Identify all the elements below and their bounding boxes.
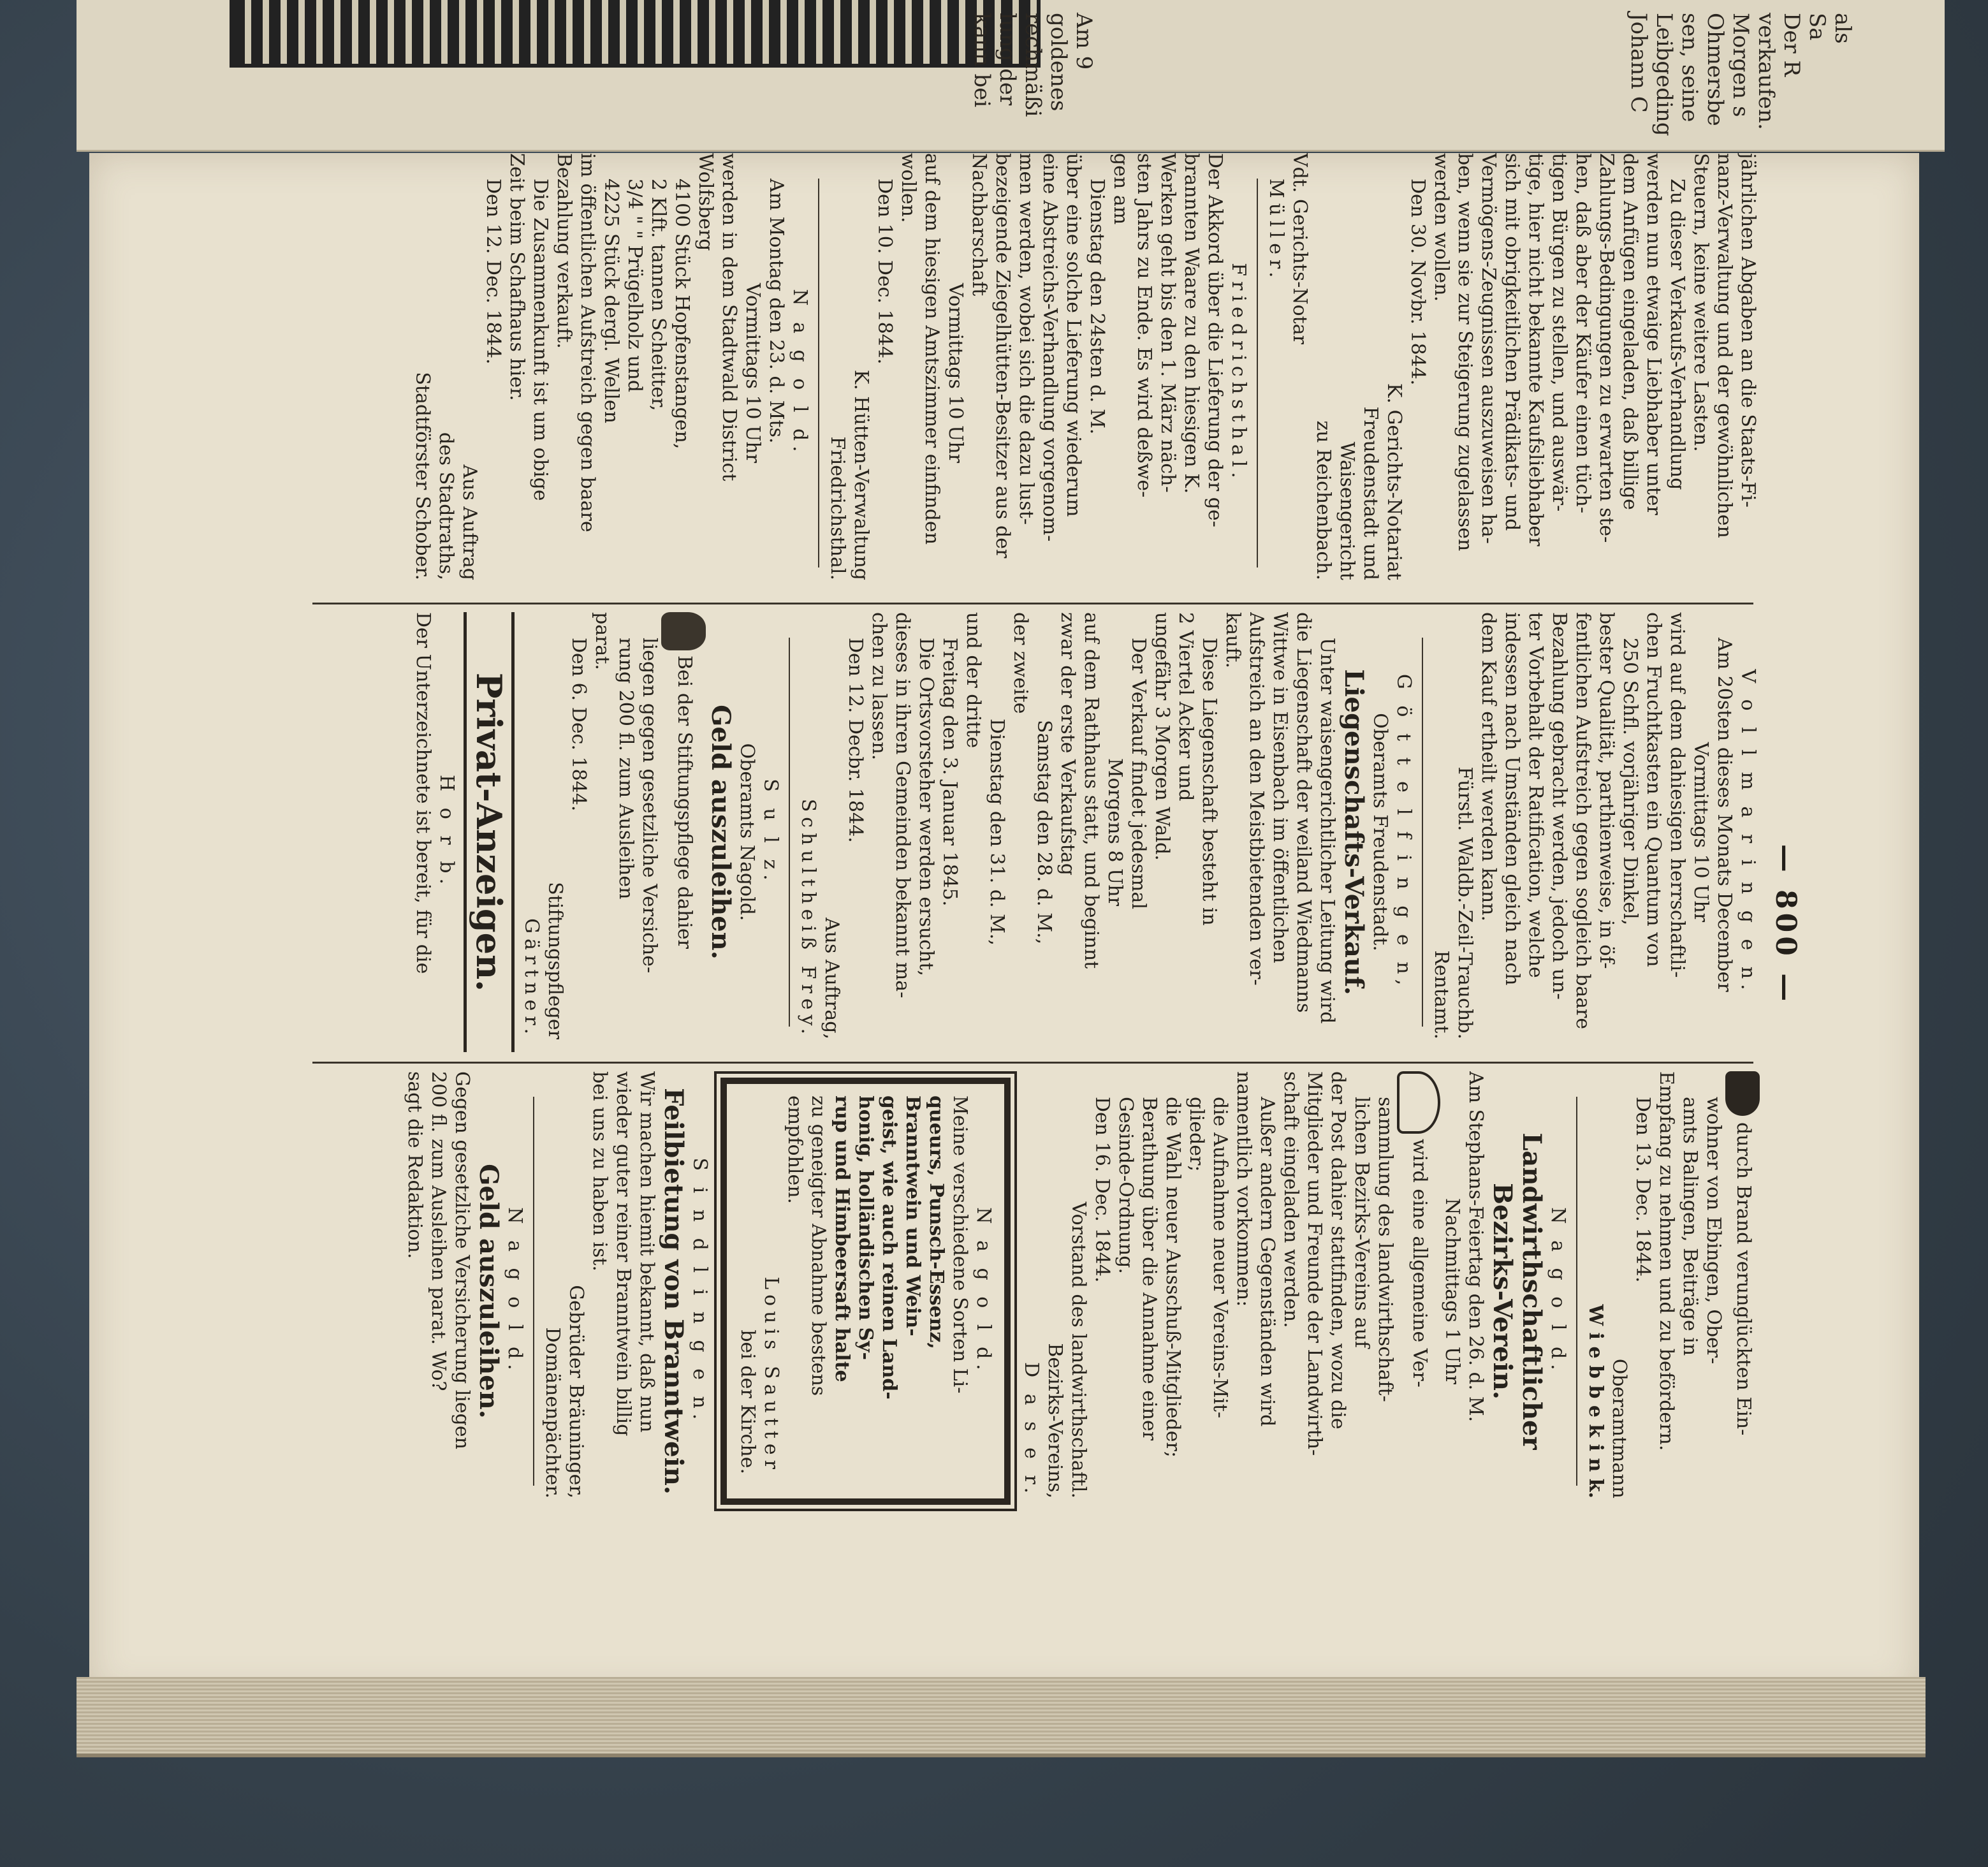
rotated-page-content	[281, 153, 1811, 1696]
signature-line: Louis Sautter	[760, 1277, 782, 1474]
section-heading: Privat-Anzeigen.	[464, 612, 515, 1052]
place-heading: G ö t t e l f i n g e n,	[1392, 673, 1415, 991]
money-pot-icon	[661, 612, 706, 650]
place-heading: S u l z.	[759, 779, 782, 886]
signature-line: Vdt. Gerichts-Notar	[1289, 153, 1311, 344]
prev-page-fragment-1: Am 9	[1071, 13, 1097, 70]
divider	[789, 638, 790, 1027]
prev-page-fragment-12: Der R	[1779, 13, 1804, 77]
column-divider	[312, 1062, 1753, 1064]
notice-date: Den 10. Dec. 1844.	[873, 179, 896, 365]
signature-line: Stadtförster Schober.	[411, 372, 434, 580]
signature-line: Aus Auftrag	[458, 464, 481, 580]
column-divider	[312, 603, 1753, 604]
signature-line: Gärtner.	[520, 918, 543, 1039]
place-subheading: Oberamts Freudenstadt.	[1369, 713, 1391, 951]
signature-line: zu Reichenbach.	[1312, 420, 1334, 580]
signature-line: Schultheiß Frey.	[797, 798, 819, 1039]
signature-line: bei der Kirche.	[736, 1329, 759, 1474]
prev-page-fragment-14: als	[1830, 13, 1855, 44]
signature-line: W i e b b e k i n k.	[1584, 1304, 1607, 1498]
prev-page-fragment-8: sen, seine	[1677, 13, 1702, 122]
notice-title: Landwirthschaftlicher Bezirks-Verein.	[1487, 1132, 1547, 1450]
framed-advertisement: N a g o l d. Meine verschiedene Sorten Li- queurs, Punsch-Essenz, Branntwein und Wein- geist, wie auch reinen Land- honig, holländischen Sy- rup und Himbeersaft halte zu geneigter Abnahme bestens empfohlen. Louis Sautter bei der Kirche.	[720, 1078, 1011, 1505]
prev-page-fragment-11: verkaufen.	[1753, 13, 1779, 130]
divider	[533, 1097, 534, 1486]
previous-page-strip	[77, 0, 1945, 152]
notice-title: Liegenschafts-Verkauf.	[1339, 669, 1369, 995]
notice-date: Den 13. Dec. 1844.	[1632, 1097, 1654, 1283]
place-heading: N a g o l d.	[789, 289, 811, 457]
signature-line: K. Gerichts-Notariat	[1383, 383, 1405, 580]
signature-line: Domänenpächter.	[541, 1327, 564, 1498]
signature-line: D a s e r.	[1020, 1362, 1042, 1498]
column-2: V o l l m a r i n g e n. Am 20sten dieses Monats December Vormittags 10 Uhr wird auf dem dahiesigen herrschaftli- chen Fruchtkasten ein Quantum von 250 Schfl. vorjähriger Dinkel, bester Qualität, parthienweise, in öf- fentlichen Aufstreich gegen sogleich baare Bezahlung gebracht werden, jedoch un- ter Vorbehalt der Ratification, welche indessen nach Umständen gleich nach dem Kauf ertheilt werden kann. Fürstl. Waldb.-Zeil-Trauchb. Rentamt. G ö t t e l f i n g e n, Oberamts Freudenstadt. Liegenschafts-Verkauf. Unter waisengerichtlicher Leitung wird die Liegenschaft der weiland Wiedmanns Wittwe in Eisenbach im öffentlichen Aufstreich an den Meistbietenden ver- kauft. Diese Liegenschaft besteht in 2 Viertel Acker und ungefähr 3 Morgen Wald. Der Verkauf findet jedesmal Morgens 8 Uhr auf dem Rathhaus statt, und beginnt zwar der erste Verkaufstag Samstag den 28. d. M., der zweite Dienstag den 31. d. M., und der dritte Freitag den 3. Januar 1845. Die Ortsvorsteher werden ersucht, dieses in ihren Gemeinden bekannt ma- chen zu lassen. Den 12. Decbr. 1844. Aus Auftrag, Schultheiß Frey. S u l z. Oberamts Nagold. Geld auszuleihen. Bei der Stiftungspflege dahier liegen gegen gesetzliche Versiche- rung 200 fl. zum Ausleihen parat. Den 6. Dec. 1844. Stiftungspfleger Gärtner. Privat-Anzeigen. H o r b. Der Unterzeichnete ist bereit, für die	[293, 612, 1760, 1052]
pointing-hand-icon	[1725, 1071, 1760, 1116]
signature-line: Bezirks-Vereins,	[1044, 1343, 1066, 1498]
signature-line: Friedrichsthal.	[826, 436, 849, 580]
notice-date: Den 16. Dec. 1844.	[1091, 1097, 1113, 1283]
signature-line: Vorstand des landwirthschaftl.	[1067, 1201, 1090, 1498]
place-heading: N a g o l d.	[1547, 1207, 1569, 1375]
place-heading: N a g o l d.	[504, 1207, 526, 1375]
place-heading: N a g o l d.	[972, 1207, 995, 1375]
signature-line: Freudenstadt und	[1359, 406, 1382, 580]
place-subheading: Oberamts Nagold.	[736, 743, 758, 921]
signature-line: Rentamt.	[1430, 950, 1452, 1039]
signature-line: Oberamtmann	[1608, 1358, 1630, 1498]
signature-line: K. Hütten-Verwaltung	[850, 369, 872, 580]
prev-page-fragment-7: Leibgeding	[1651, 13, 1677, 136]
signature-line: Waisengericht	[1336, 441, 1358, 580]
signature-line: Aus Auftrag,	[821, 917, 843, 1039]
signature-name: Müller.	[1265, 179, 1287, 283]
divider	[1576, 1097, 1577, 1486]
notice-date: Den 30. Novbr. 1844.	[1407, 179, 1429, 386]
column-1: jährlichen Abgaben an die Staats-Fi- nanz-Verwaltung und der gewöhnlichen Steuern, keine weitere Lasten. Zu dieser Verkaufs-Verhandlung werden nun etwaige Liebhaber unter dem Anfügen eingeladen, daß billige Zahlungs-Bedingungen zu erwarten ste- hen, daß aber der Käufer einen tüch- tigen Bürgen zu stellen, und auswär- tige, hier nicht bekannte Kaufsliebhaber sich mit obrigkeitlichen Prädikats- und Vermögens-Zeugnissen auszuweisen ha- ben, wenn sie zur Steigerung zugelassen werden wollen. Den 30. Novbr. 1844. K. Gerichts-Notariat Freudenstadt und Waisengericht zu Reichenbach. Vdt. Gerichts-Notar Müller. Friedrichsthal. Der Akkord über die Lieferung der ge- brannten Waare zu den hiesigen K. Werken geht bis den 1. März näch- sten Jahrs zu Ende. Es wird deßwe- gen am Dienstag den 24sten d. M. über eine solche Lieferung wiederum eine Abstreichs-Verhandlung vorgenom- men werden, wobei sich die dazu lust- bezeigende Ziegelhütten-Besitzer aus der Nachbarschaft Vormittags 10 Uhr auf dem hiesigen Amtszimmer einfinden wollen. Den 10. Dec. 1844. K. Hütten-Verwaltung Friedrichsthal. N a g o l d. Am Montag den 23. d. Mts. Vormittags 10 Uhr werden in dem Stadtwald District Wolfsberg 4100 Stück Hopfenstangen, 2 Klft. tannen Scheitter, 3/4 " " Prügelholz und 4225 Stück dergl. Wellen im öffentlichen Aufstreich gegen baare Bezahlung verkauft. Die Zusammenkunft ist um obige Zeit beim Schafhaus hier. Den 12. Dec. 1844. Aus Auftrag des Stadtraths, Stadtförster Schober.	[293, 153, 1760, 593]
notice-intro: jährlichen Abgaben an die Staats-Fi- nanz-Verwaltung und der gewöhnlichen Steuern, keine weitere Lasten. Zu dieser Verkaufs-Verhandlung werden nun etwaige Liebhaber unter dem Anfügen eingeladen, daß billige Zahlungs-Bedingungen zu erwarten ste- hen, daß aber der Käufer einen tüch- tigen Bürgen zu stellen, und auswär- tige, hier nicht bekannte Kaufsliebhaber sich mit obrigkeitlichen Prädikats- und Vermögens-Zeugnissen auszuweisen ha- ben, wenn sie zur Steigerung zugelassen werden wollen.	[1430, 153, 1759, 552]
place-heading: V o l l m a r i n g e n.	[1737, 669, 1759, 995]
place-heading: H o r b.	[435, 775, 458, 890]
divider	[1257, 179, 1258, 567]
notice-date: Den 12. Decbr. 1844.	[844, 638, 866, 843]
notice-date: Den 12. Dec. 1844.	[482, 179, 504, 365]
divider	[818, 179, 819, 567]
page-number: — 800 —	[1769, 844, 1802, 1006]
notice-date: Den 6. Dec. 1844.	[567, 638, 590, 812]
divider	[1422, 638, 1423, 1027]
prev-page-fragment-6: Johann C	[1626, 13, 1651, 113]
prev-page-fragment-4: lung der	[995, 13, 1020, 106]
notice-title: Feilbietung von Branntwein.	[659, 1088, 689, 1495]
prev-page-fragment-10: Morgen s	[1728, 13, 1753, 117]
notice-title: Geld auszuleihen.	[706, 705, 736, 960]
prev-page-fragment-13: Sa	[1804, 13, 1830, 41]
prev-page-fragment-2: goldenes	[1046, 13, 1071, 112]
ornament-border	[230, 0, 1041, 68]
place-heading: S i n d l i n g e n.	[689, 1157, 711, 1425]
signature-line: Stiftungspfleger	[544, 882, 566, 1039]
signature-line: des Stadtraths,	[435, 432, 457, 580]
signature-line: Gebrüder Bräuninger,	[565, 1285, 587, 1498]
place-heading: Friedrichsthal.	[1227, 263, 1250, 483]
prev-page-fragment-5: kann bei	[969, 13, 995, 108]
farm-cart-icon	[1397, 1071, 1440, 1134]
signature-line: Fürstl. Waldb.-Zeil-Trauchb.	[1454, 766, 1476, 1039]
prev-page-fragment-9: Ohmersbe	[1702, 13, 1728, 126]
column-3: durch Brand verunglückten Ein- wohner von Ebingen, Ober- amts Balingen, Beiträge in Empfang zu nehmen und zu befördern. Den 13. Dec. 1844. Oberamtmann W i e b b e k i n k. N a g o l d. Landwirthschaftlicher Bezirks-Verein. Am Stephans-Feiertag den 26. d. M. Nachmittags 1 Uhr wird eine allgemeine Ver- sammlung des landwirthschaft- lichen Bezirks-Vereins auf der Post dahier stattfinden, wozu die Mitglieder und Freunde der Landwirth- schaft eingeladen werden. Außer andern Gegenständen wird namentlich vorkommen: die Aufnahme neuer Vereins-Mit- glieder; die Wahl neuer Ausschuß-Mitglieder; Berathung über die Annahme einer Gesinde-Ordnung. Den 16. Dec. 1844. Vorstand des landwirthschaftl. Bezirks-Vereins, D a s e r. N a g o l d. Meine verschiedene Sorten Li- queurs, Punsch-Essenz, Branntwein und Wein- geist, wie auch reinen Land- honig, holländischen Sy- rup und Himbeersaft halte zu geneigter Abnahme bestens empfohlen. Louis Sautter bei der Kirche. S i n d l i n g e n. Feilbietung von Branntwein. Wir machen hiemit bekannt, daß nun wieder guter reiner Branntwein billig bei uns zu haben ist. Gebrüder Bräuninger, Domänenpächter. N a g o l d. Geld auszuleihen. Gegen gesetzliche Versicherung liegen 200 fl. zum Ausleihen parat. Wo? sagt die Redaktion.	[293, 1071, 1760, 1511]
prev-page-fragment-3: rechmäßi	[1020, 13, 1046, 117]
notice-title: Geld auszuleihen.	[474, 1164, 504, 1419]
